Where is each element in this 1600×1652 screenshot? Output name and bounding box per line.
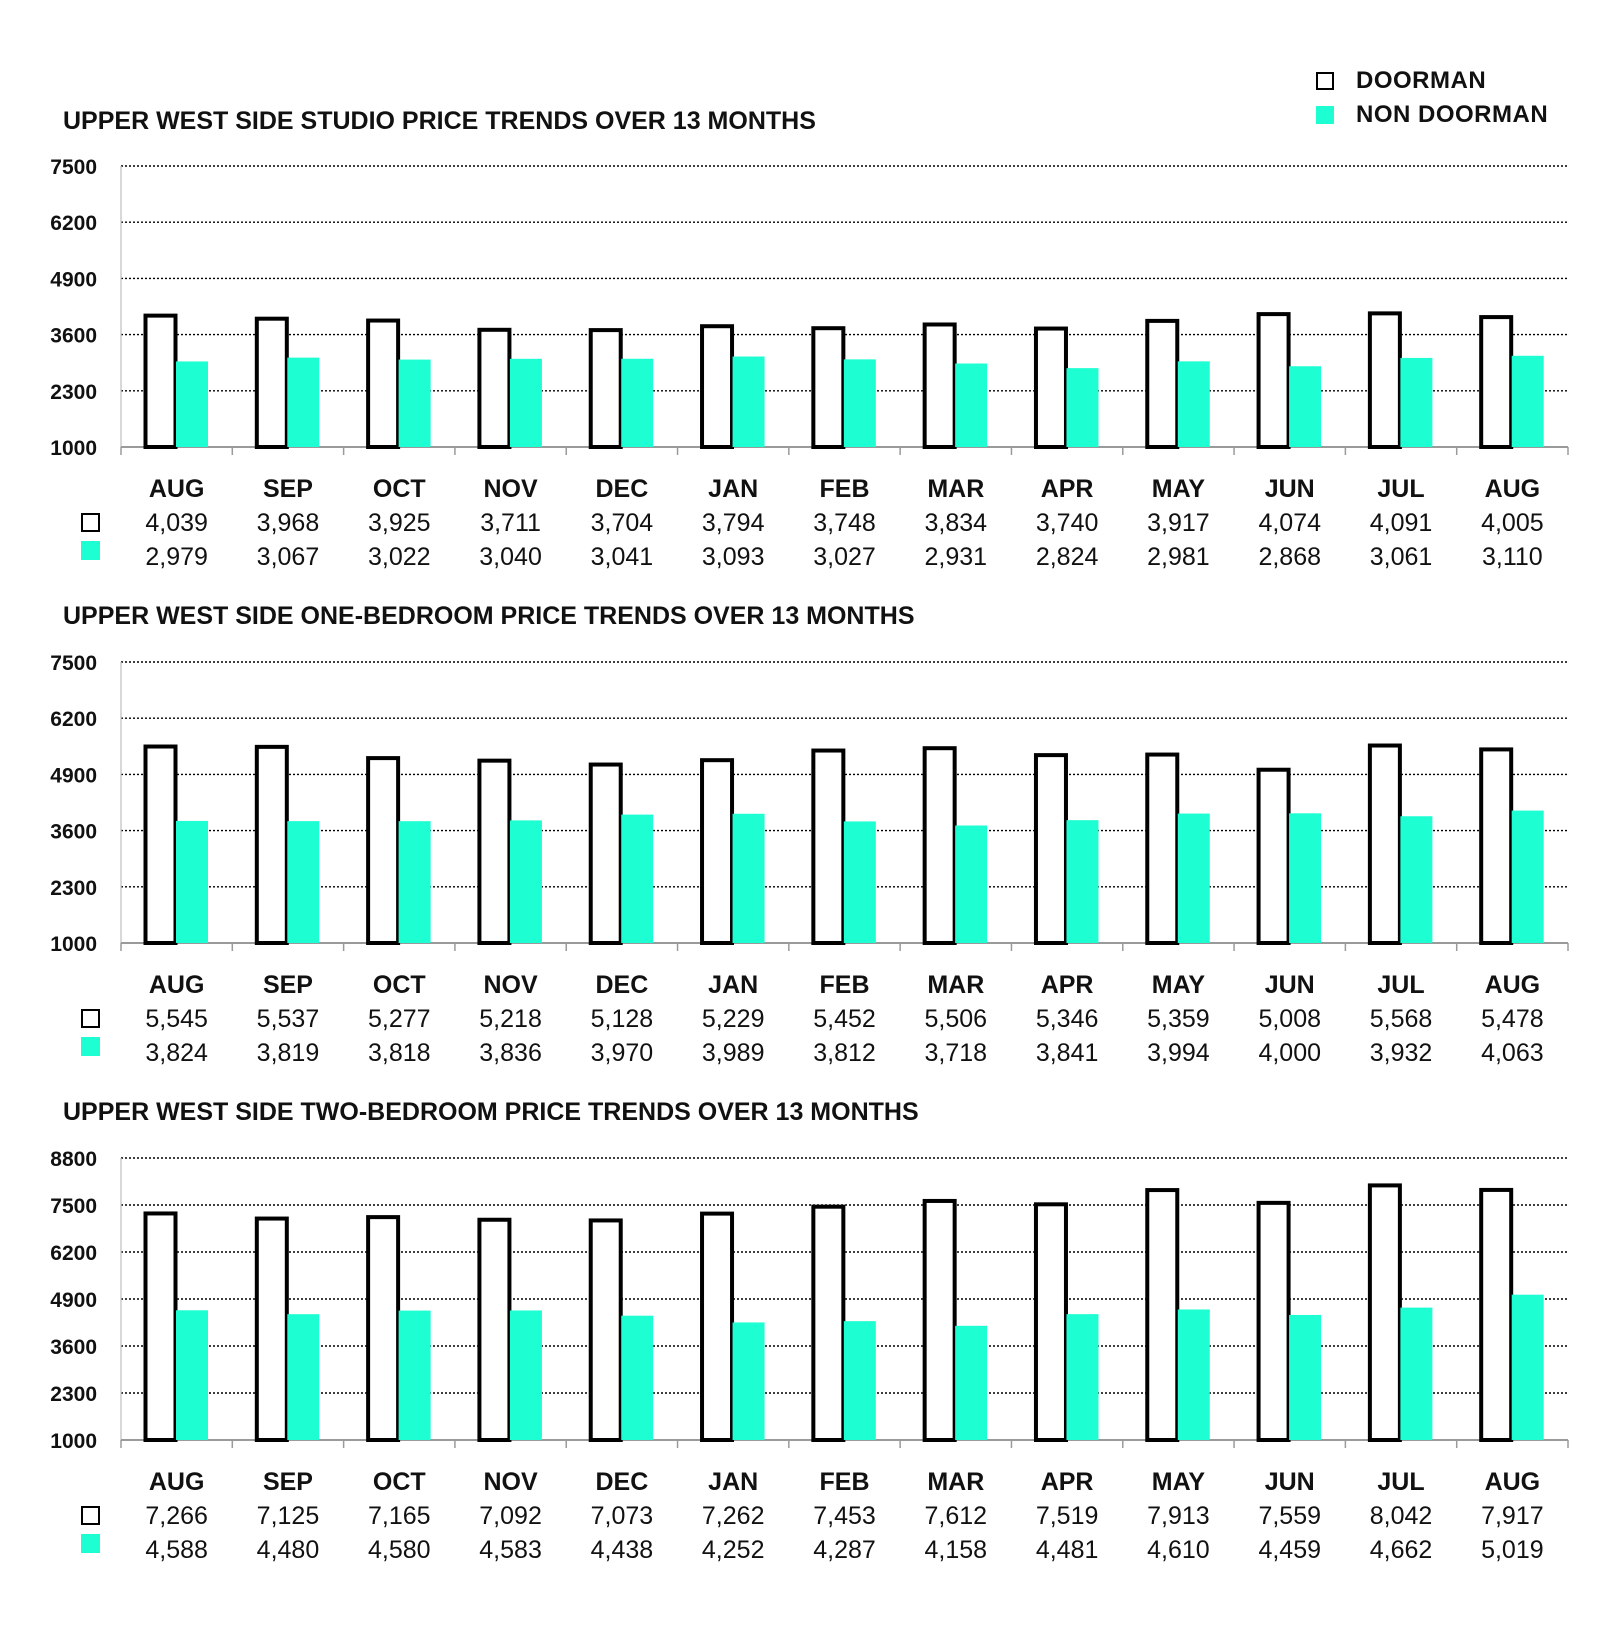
x-tick-label: JUN <box>1264 971 1315 999</box>
non-doorman-bar <box>1066 820 1098 943</box>
doorman-bar <box>1036 755 1066 943</box>
x-tick-label: FEB <box>819 971 870 999</box>
doorman-data-label: 7,612 <box>924 1502 988 1530</box>
doorman-data-label: 5,452 <box>813 1005 876 1033</box>
x-tick-label: NOV <box>483 475 538 503</box>
doorman-bar <box>257 1219 287 1440</box>
non-doorman-bar <box>176 1310 208 1440</box>
x-tick-label: MAR <box>927 971 985 999</box>
y-tick-label: 1000 <box>50 933 97 956</box>
doorman-bar <box>146 1213 176 1440</box>
y-tick-label: 3600 <box>50 324 97 348</box>
doorman-bar <box>1370 1185 1400 1440</box>
non-doorman-data-label: 3,812 <box>813 1039 876 1067</box>
doorman-bar <box>1147 321 1177 447</box>
non-doorman-bar <box>399 1311 431 1440</box>
y-tick-label: 8800 <box>50 1148 97 1171</box>
x-tick-label: NOV <box>483 971 538 999</box>
doorman-data-label: 4,039 <box>145 509 208 537</box>
doorman-data-label: 7,453 <box>813 1502 876 1530</box>
doorman-bar <box>257 747 287 943</box>
chart-title: UPPER WEST SIDE STUDIO PRICE TRENDS OVER 13 MONTHS <box>63 107 816 135</box>
non-doorman-bar <box>1512 811 1544 943</box>
non-doorman-bar <box>1066 368 1098 447</box>
non-doorman-bar <box>955 1326 987 1440</box>
doorman-bar <box>1147 755 1177 943</box>
doorman-bar <box>702 326 732 447</box>
non-doorman-data-label: 4,158 <box>924 1536 988 1564</box>
doorman-data-label: 5,537 <box>256 1005 320 1033</box>
x-tick-label: SEP <box>262 1468 313 1496</box>
non-doorman-bar <box>621 815 653 943</box>
doorman-data-label: 4,074 <box>1258 509 1322 537</box>
non-doorman-data-label: 3,041 <box>590 543 654 571</box>
non-doorman-data-label: 3,718 <box>924 1039 988 1067</box>
x-tick-label: JAN <box>708 1468 759 1496</box>
non-doorman-bar <box>1400 1308 1432 1440</box>
non-doorman-bar <box>287 358 319 447</box>
non-doorman-bar <box>399 821 431 943</box>
doorman-data-label: 4,091 <box>1369 509 1433 537</box>
non-doorman-data-label: 4,000 <box>1258 1039 1322 1067</box>
non-doorman-data-label: 2,979 <box>145 543 208 571</box>
non-doorman-data-label: 3,093 <box>701 543 765 571</box>
doorman-bar <box>1481 749 1511 943</box>
non-doorman-bar <box>510 1310 542 1440</box>
doorman-data-label: 5,545 <box>145 1005 208 1033</box>
x-tick-label: JUN <box>1264 1468 1315 1496</box>
x-tick-label: DEC <box>595 971 649 999</box>
non-doorman-bar <box>1178 814 1210 943</box>
doorman-bar <box>591 1220 621 1440</box>
non-doorman-data-label: 3,994 <box>1147 1039 1210 1067</box>
x-tick-label: AUG <box>148 475 205 503</box>
y-tick-label: 4900 <box>50 1289 97 1312</box>
x-tick-label: AUG <box>148 971 205 999</box>
legend-label-doorman: DOORMAN <box>1356 67 1487 94</box>
chart-title: UPPER WEST SIDE ONE-BEDROOM PRICE TRENDS OVER 13 MONTHS <box>63 602 915 630</box>
doorman-bar <box>1481 317 1511 447</box>
doorman-data-label: 3,925 <box>367 509 431 537</box>
doorman-data-label: 3,704 <box>590 509 654 537</box>
x-tick-label: APR <box>1040 971 1094 999</box>
legend-label-non-doorman: NON DOORMAN <box>1356 101 1549 128</box>
doorman-row-marker <box>82 1010 99 1027</box>
y-tick-label: 2300 <box>50 1383 97 1406</box>
non-doorman-bar <box>1400 358 1432 447</box>
non-doorman-data-label: 4,583 <box>479 1536 542 1564</box>
y-tick-label: 3600 <box>50 820 97 844</box>
y-tick-label: 4900 <box>50 268 97 292</box>
non-doorman-data-label: 4,588 <box>145 1536 208 1564</box>
doorman-bar <box>813 1207 843 1440</box>
non-doorman-row-marker <box>81 541 100 560</box>
non-doorman-bar <box>1512 356 1544 447</box>
non-doorman-bar <box>955 364 987 447</box>
non-doorman-data-label: 3,040 <box>479 543 542 571</box>
doorman-data-label: 7,519 <box>1035 1502 1099 1530</box>
doorman-data-label: 5,218 <box>479 1005 542 1033</box>
x-tick-label: MAR <box>927 475 985 503</box>
doorman-row-marker <box>82 514 99 531</box>
doorman-data-label: 7,165 <box>367 1502 431 1530</box>
x-tick-label: AUG <box>148 1468 205 1496</box>
doorman-data-label: 7,559 <box>1258 1502 1322 1530</box>
non-doorman-data-label: 3,818 <box>367 1039 431 1067</box>
doorman-data-label: 5,008 <box>1258 1005 1322 1033</box>
doorman-data-label: 7,125 <box>256 1502 320 1530</box>
doorman-data-label: 7,262 <box>701 1502 765 1530</box>
doorman-data-label: 5,277 <box>367 1005 431 1033</box>
non-doorman-bar <box>844 359 876 447</box>
non-doorman-bar <box>176 361 208 447</box>
doorman-bar <box>1481 1190 1511 1440</box>
doorman-bar <box>925 324 955 447</box>
y-tick-label: 7500 <box>50 156 97 179</box>
x-tick-label: JUL <box>1377 1468 1425 1496</box>
non-doorman-data-label: 3,841 <box>1035 1039 1099 1067</box>
doorman-bar <box>479 761 509 943</box>
non-doorman-data-label: 3,027 <box>813 543 876 571</box>
non-doorman-data-label: 3,819 <box>256 1039 320 1067</box>
non-doorman-data-label: 3,836 <box>479 1039 542 1067</box>
x-tick-label: FEB <box>819 1468 870 1496</box>
non-doorman-data-label: 4,287 <box>813 1536 876 1564</box>
non-doorman-bar <box>1178 1309 1210 1440</box>
doorman-data-label: 5,128 <box>590 1005 654 1033</box>
doorman-data-label: 4,005 <box>1481 509 1544 537</box>
y-tick-label: 6200 <box>50 708 97 732</box>
doorman-bar <box>1370 746 1400 943</box>
non-doorman-bar <box>733 814 765 943</box>
chart-title: UPPER WEST SIDE TWO-BEDROOM PRICE TRENDS OVER 13 MONTHS <box>63 1098 919 1126</box>
non-doorman-data-label: 4,063 <box>1481 1039 1544 1067</box>
non-doorman-bar <box>510 359 542 447</box>
non-doorman-bar <box>1289 813 1321 943</box>
non-doorman-bar <box>287 821 319 943</box>
non-doorman-data-label: 4,438 <box>590 1536 654 1564</box>
non-doorman-data-label: 4,481 <box>1035 1536 1099 1564</box>
x-tick-label: APR <box>1040 1468 1094 1496</box>
non-doorman-data-label: 2,824 <box>1035 543 1099 571</box>
doorman-data-label: 5,229 <box>701 1005 765 1033</box>
doorman-bar <box>1036 329 1066 447</box>
x-tick-label: APR <box>1040 475 1094 503</box>
doorman-data-label: 3,711 <box>480 509 541 537</box>
doorman-data-label: 3,748 <box>813 509 876 537</box>
non-doorman-bar <box>621 359 653 447</box>
x-tick-label: SEP <box>262 475 313 503</box>
x-tick-label: OCT <box>372 1468 426 1496</box>
non-doorman-bar <box>1400 816 1432 943</box>
y-tick-label: 1000 <box>50 1430 97 1453</box>
y-tick-label: 3600 <box>50 1336 97 1359</box>
x-tick-label: NOV <box>483 1468 538 1496</box>
x-tick-label: OCT <box>372 971 426 999</box>
doorman-bar <box>368 1217 398 1440</box>
non-doorman-data-label: 2,868 <box>1258 543 1322 571</box>
doorman-data-label: 5,568 <box>1369 1005 1433 1033</box>
non-doorman-data-label: 3,110 <box>1481 543 1543 571</box>
non-doorman-bar <box>733 357 765 447</box>
doorman-row-marker <box>82 1507 99 1524</box>
non-doorman-data-label: 5,019 <box>1481 1536 1544 1564</box>
y-tick-label: 2300 <box>50 380 97 404</box>
doorman-bar <box>1259 314 1289 447</box>
non-doorman-row-marker <box>81 1037 100 1056</box>
non-doorman-bar <box>287 1314 319 1440</box>
non-doorman-data-label: 4,610 <box>1147 1536 1210 1564</box>
x-tick-label: OCT <box>372 475 426 503</box>
doorman-bar <box>146 747 176 943</box>
x-tick-label: AUG <box>1484 971 1541 999</box>
doorman-bar <box>1259 1203 1289 1440</box>
doorman-bar <box>1259 770 1289 943</box>
doorman-data-label: 7,266 <box>145 1502 208 1530</box>
non-doorman-bar <box>621 1316 653 1440</box>
x-tick-label: JAN <box>708 475 759 503</box>
doorman-bar <box>479 1220 509 1440</box>
doorman-bar <box>368 758 398 943</box>
non-doorman-bar <box>844 1321 876 1440</box>
doorman-data-label: 3,968 <box>256 509 320 537</box>
non-doorman-data-label: 2,981 <box>1147 543 1210 571</box>
non-doorman-data-label: 3,067 <box>256 543 320 571</box>
doorman-data-label: 7,917 <box>1481 1502 1544 1530</box>
doorman-bar <box>813 328 843 447</box>
non-doorman-bar <box>844 821 876 943</box>
x-tick-label: JUN <box>1264 475 1315 503</box>
doorman-bar <box>813 751 843 943</box>
doorman-bar <box>1370 313 1400 447</box>
non-doorman-bar <box>1066 1314 1098 1440</box>
non-doorman-bar <box>1512 1295 1544 1440</box>
doorman-data-label: 3,740 <box>1035 509 1099 537</box>
doorman-data-label: 7,913 <box>1147 1502 1210 1530</box>
non-doorman-data-label: 3,824 <box>145 1039 208 1067</box>
y-tick-label: 7500 <box>50 1195 97 1218</box>
doorman-bar <box>368 321 398 447</box>
doorman-bar <box>591 330 621 447</box>
doorman-bar <box>702 760 732 943</box>
non-doorman-data-label: 4,252 <box>701 1536 765 1564</box>
doorman-data-label: 3,834 <box>924 509 988 537</box>
x-tick-label: FEB <box>819 475 870 503</box>
y-tick-label: 6200 <box>50 212 97 236</box>
x-tick-label: JUL <box>1377 971 1425 999</box>
x-tick-label: AUG <box>1484 475 1541 503</box>
x-tick-label: MAY <box>1151 1468 1206 1496</box>
doorman-data-label: 5,346 <box>1035 1005 1099 1033</box>
x-tick-label: SEP <box>262 971 313 999</box>
non-doorman-bar <box>733 1322 765 1440</box>
non-doorman-data-label: 4,480 <box>256 1536 320 1564</box>
non-doorman-data-label: 3,022 <box>367 543 431 571</box>
non-doorman-data-label: 3,989 <box>701 1039 765 1067</box>
x-tick-label: DEC <box>595 1468 649 1496</box>
non-doorman-data-label: 3,932 <box>1369 1039 1433 1067</box>
x-tick-label: MAR <box>927 1468 985 1496</box>
y-tick-label: 6200 <box>50 1242 97 1265</box>
non-doorman-data-label: 2,931 <box>924 543 988 571</box>
doorman-bar <box>925 748 955 943</box>
non-doorman-bar <box>1178 361 1210 447</box>
x-tick-label: MAY <box>1151 475 1206 503</box>
x-tick-label: JAN <box>708 971 759 999</box>
non-doorman-bar <box>1289 366 1321 447</box>
doorman-data-label: 5,478 <box>1481 1005 1544 1033</box>
y-tick-label: 2300 <box>50 876 97 900</box>
x-tick-label: AUG <box>1484 1468 1541 1496</box>
doorman-bar <box>257 319 287 447</box>
doorman-data-label: 8,042 <box>1369 1502 1433 1530</box>
x-tick-label: MAY <box>1151 971 1206 999</box>
non-doorman-data-label: 4,662 <box>1369 1536 1433 1564</box>
doorman-data-label: 5,506 <box>924 1005 988 1033</box>
doorman-bar <box>1036 1204 1066 1440</box>
doorman-data-label: 5,359 <box>1147 1005 1210 1033</box>
doorman-bar <box>1147 1190 1177 1440</box>
doorman-data-label: 7,092 <box>479 1502 542 1530</box>
non-doorman-data-label: 4,459 <box>1258 1536 1322 1564</box>
non-doorman-data-label: 3,970 <box>590 1039 654 1067</box>
doorman-data-label: 7,073 <box>590 1502 654 1530</box>
doorman-bar <box>702 1214 732 1440</box>
y-tick-label: 4900 <box>50 764 97 788</box>
non-doorman-bar <box>1289 1315 1321 1440</box>
doorman-bar <box>146 316 176 447</box>
doorman-bar <box>925 1201 955 1440</box>
non-doorman-bar <box>955 825 987 943</box>
non-doorman-row-marker <box>81 1534 100 1553</box>
doorman-data-label: 3,794 <box>701 509 765 537</box>
y-tick-label: 7500 <box>50 652 97 675</box>
y-tick-label: 1000 <box>50 437 97 460</box>
x-tick-label: DEC <box>595 475 649 503</box>
doorman-bar <box>479 330 509 447</box>
non-doorman-data-label: 3,061 <box>1369 543 1433 571</box>
doorman-data-label: 3,917 <box>1147 509 1210 537</box>
non-doorman-bar <box>176 821 208 943</box>
doorman-bar <box>591 765 621 943</box>
x-tick-label: JUL <box>1377 475 1425 503</box>
non-doorman-bar <box>510 820 542 943</box>
non-doorman-data-label: 4,580 <box>367 1536 431 1564</box>
non-doorman-bar <box>399 360 431 447</box>
